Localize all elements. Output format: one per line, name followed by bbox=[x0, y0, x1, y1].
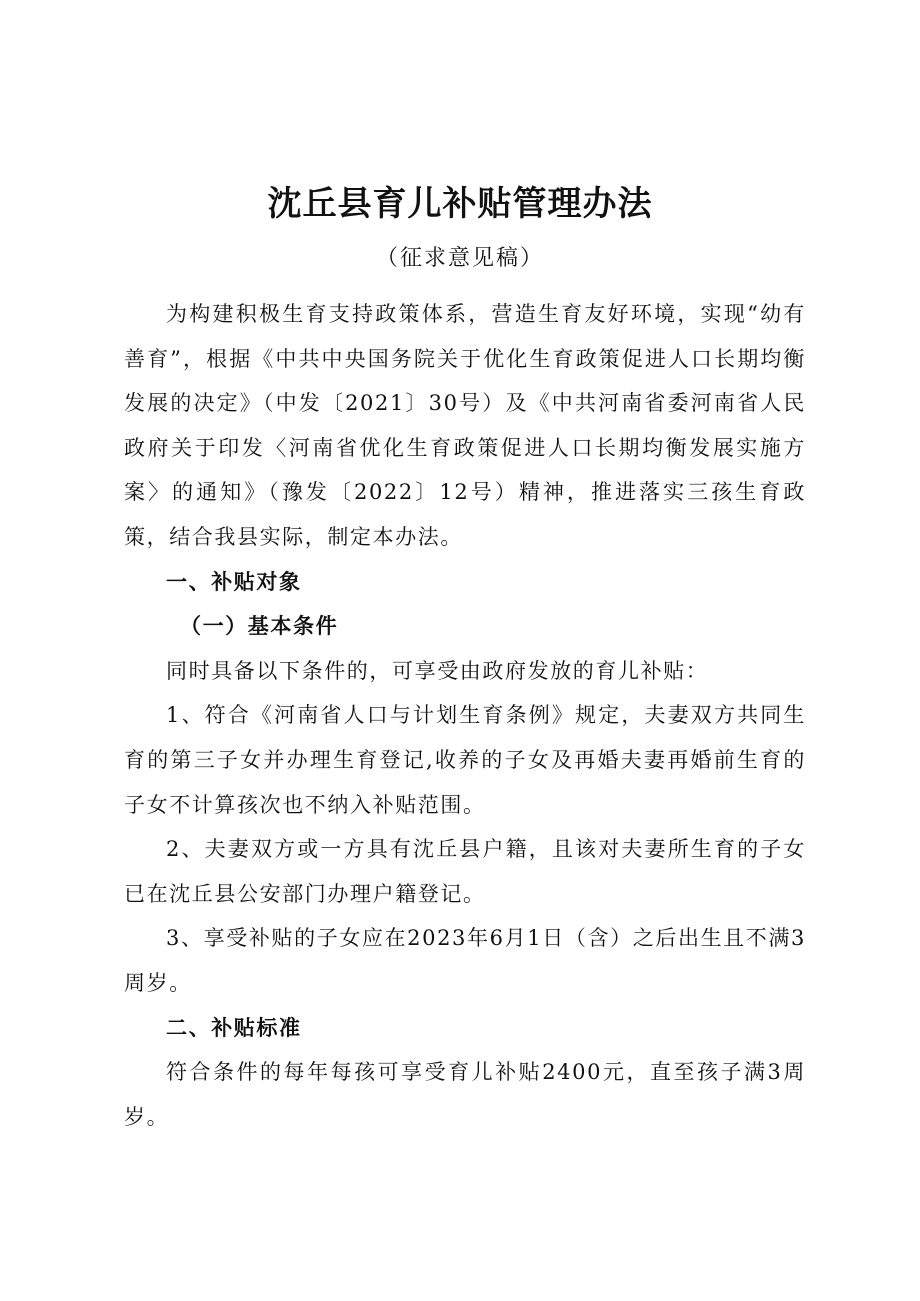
document-subtitle: （征求意见稿） bbox=[375, 246, 544, 271]
document-title: 沈丘县育儿补贴管理办法 bbox=[267, 184, 653, 224]
condition-item-2: 2、夫妻双方或一方具有沈丘县户籍，且该对夫妻所生育的子女已在沈丘县公安部门办理户籍登记。 bbox=[124, 837, 806, 906]
section-heading-subsidy-target: 一、补贴对象 bbox=[166, 569, 302, 594]
intro-paragraph: 为构建积极生育支持政策体系，营造生育友好环境，实现“幼有善育”，根据《中共中央国务院关于优化生育政策促进人口长期均衡发展的决定》（中发〔2021〕30号）及《中共河南省委河南省人民政府关于印发〈河南省优化生育政策促进人口长期均衡发展实施方案〉的通知》（豫发〔2022〕12号）精神，推进落实三孩生育政策，结合我县实际，制定本办法。 bbox=[124, 302, 806, 549]
condition-item-3: 3、享受补贴的子女应在2023年6月1日（含）之后出生且不满3周岁。 bbox=[124, 926, 806, 995]
condition-item-1: 1、符合《河南省人口与计划生育条例》规定，夫妻双方共同生育的第三子女并办理生育登记,收养的子女及再婚夫妻再婚前生育的子女不计算孩次也不纳入补贴范围。 bbox=[124, 703, 806, 817]
document-body bbox=[124, 292, 806, 1139]
conditions-lead-paragraph: 同时具备以下条件的，可享受由政府发放的育儿补贴： bbox=[166, 658, 709, 683]
subsidy-standard-paragraph: 符合条件的每年每孩可享受育儿补贴2400元，直至孩子满3周岁。 bbox=[124, 1060, 806, 1129]
section-heading-subsidy-standard: 二、补贴标准 bbox=[166, 1015, 302, 1040]
subsection-heading-basic-conditions: （一）基本条件 bbox=[180, 614, 339, 639]
